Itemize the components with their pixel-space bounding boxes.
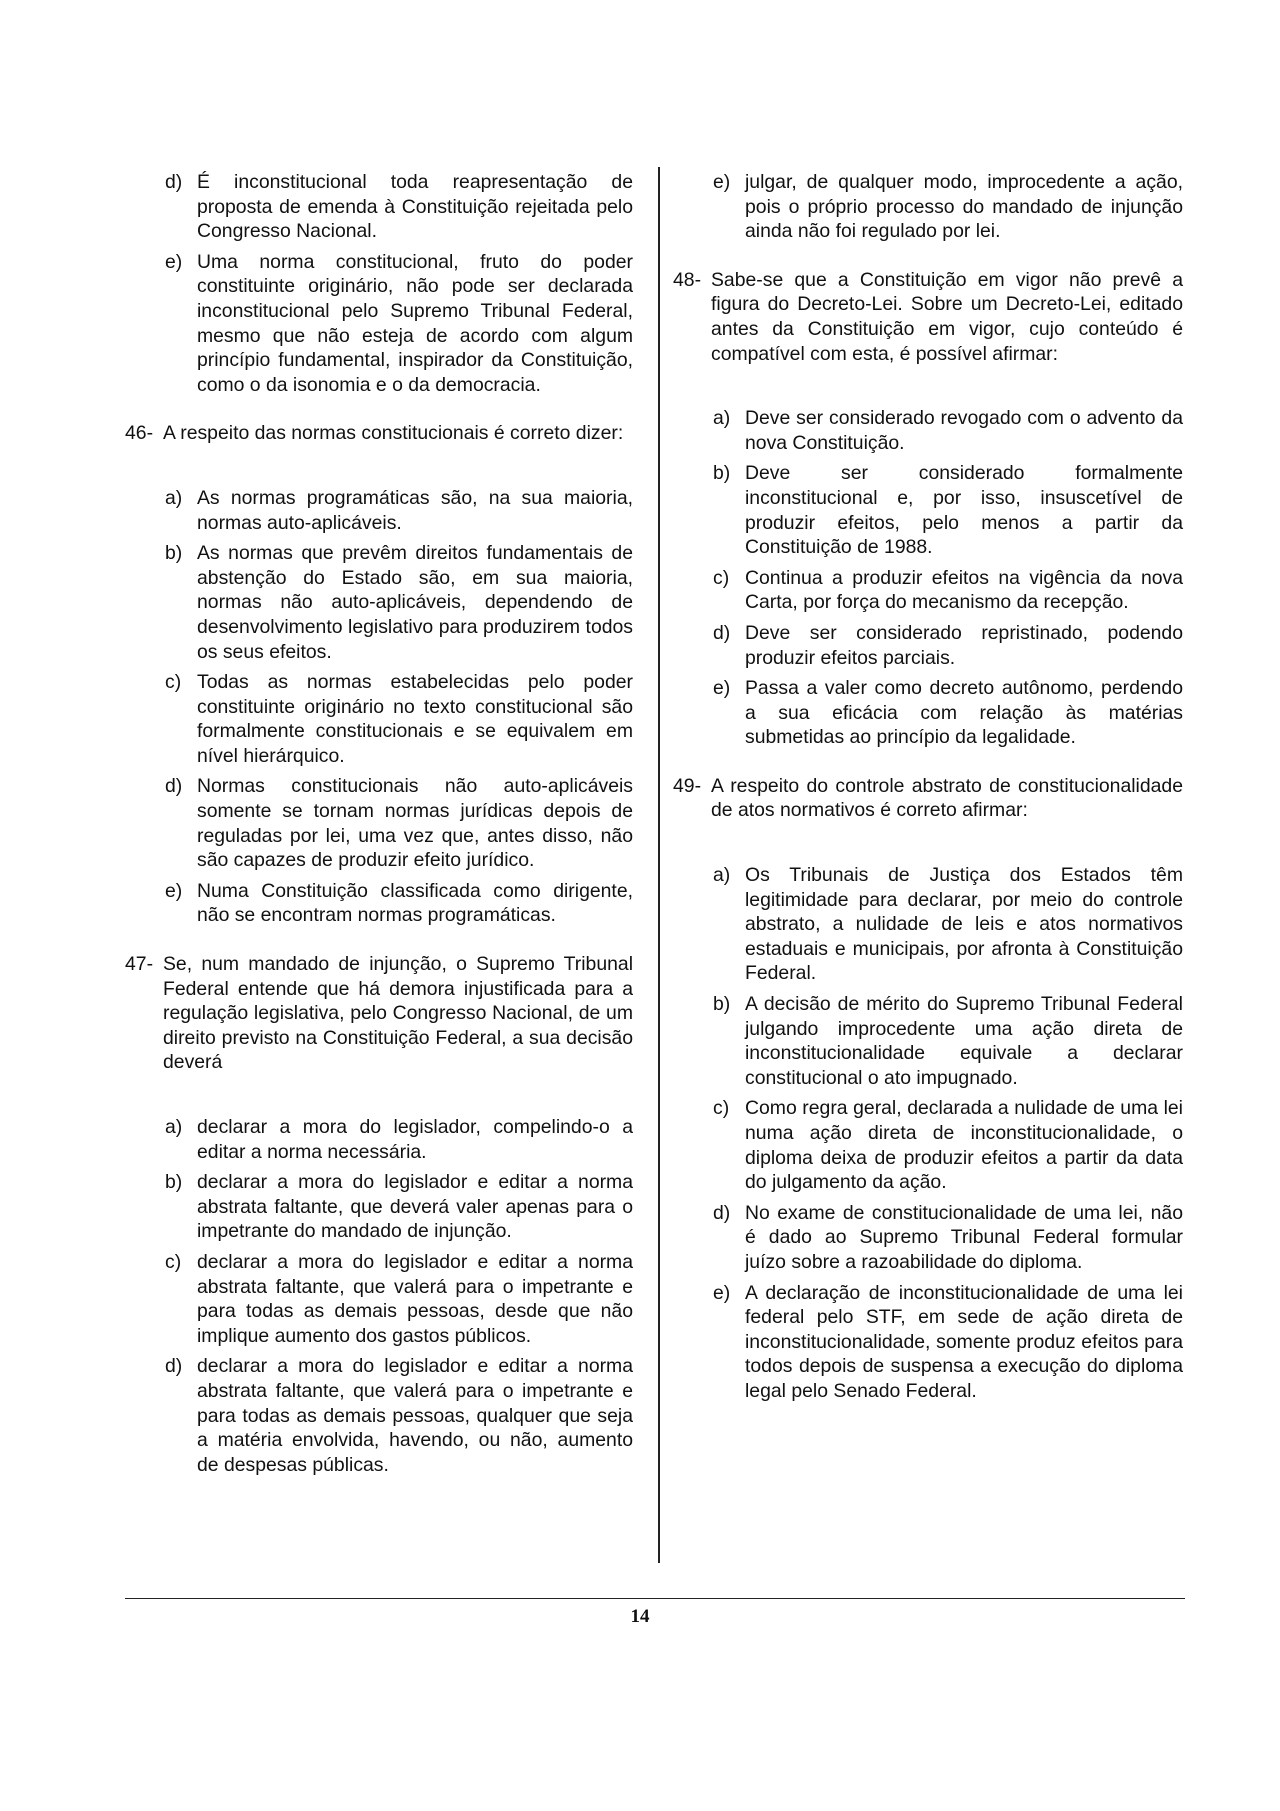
- question-49: [673, 774, 1183, 823]
- q49-option-e: [673, 1281, 1183, 1404]
- option-text: Uma norma constitucional, fruto do poder constituinte originário, não pode ser declarada inconstitucional pelo Supremo Tribunal Federal, mesmo que não esteja de acordo com algum princípio fundamental, inspirador da Constituição, como o da isonomia e o da democracia.: [197, 250, 633, 396]
- question-46: [125, 421, 633, 446]
- q48-option-e: [673, 676, 1183, 750]
- q46-option-b: [125, 541, 633, 664]
- option-label: b): [165, 542, 183, 565]
- option-text: julgar, de qualquer modo, improcedente a ação, pois o próprio processo do mandado de injunção ainda não foi regulado por lei.: [745, 171, 1183, 243]
- option-label: e): [165, 879, 183, 902]
- q49-option-d: [673, 1201, 1183, 1275]
- option-text: Como regra geral, declarada a nulidade de uma lei numa ação direta de inconstitucionalidade, o diploma deixa de produzir efeitos a partir da data do julgamento da ação.: [745, 1097, 1183, 1194]
- footer-rule: [125, 1598, 1185, 1599]
- option-text: declarar a mora do legislador e editar a norma abstrata faltante, que valerá para o impetrante e para todas as demais pessoas, qualquer que seja a matéria envolvida, havendo, ou não, aumento de despesas públicas.: [197, 1355, 633, 1476]
- question-stem: Se, num mandado de injunção, o Supremo Tribunal Federal entende que há demora injustificada para a regulação legislativa, pelo Congresso Nacional, de um direito previsto na Constituição Federal, a sua decisão deverá: [163, 953, 633, 1074]
- q46-option-a: [125, 486, 633, 535]
- option-text: É inconstitucional toda reapresentação de proposta de emenda à Constituição rejeitada pelo Congresso Nacional.: [197, 171, 633, 243]
- q46-option-c: [125, 670, 633, 768]
- q49-option-b: [673, 992, 1183, 1090]
- right-column: [673, 170, 1183, 1404]
- option-label: d): [713, 1201, 731, 1224]
- option-label: c): [165, 1250, 182, 1273]
- page-number: 14: [630, 1606, 650, 1627]
- q47-option-e: [673, 170, 1183, 244]
- q47-option-d: [125, 1354, 633, 1477]
- option-text: Passa a valer como decreto autônomo, perdendo a sua eficácia com relação às matérias submetidas ao princípio da legalidade.: [745, 677, 1183, 749]
- q48-option-c: [673, 566, 1183, 615]
- question-number: 47-: [125, 953, 154, 976]
- question-number: 49-: [673, 774, 702, 797]
- question-stem: A respeito do controle abstrato de constitucionalidade de atos normativos é correto afirmar:: [711, 774, 1183, 822]
- question-number: 48-: [673, 268, 702, 291]
- option-label: d): [165, 1355, 183, 1378]
- option-label: a): [713, 864, 731, 887]
- q47-option-b: [125, 1170, 633, 1244]
- column-divider: [658, 167, 660, 1563]
- option-label: d): [165, 171, 183, 193]
- left-column: [125, 170, 633, 1477]
- option-text: Deve ser considerado revogado com o advento da nova Constituição.: [745, 407, 1183, 454]
- option-label: a): [713, 407, 731, 430]
- option-text: Os Tribunais de Justiça dos Estados têm legitimidade para declarar, por meio do controle abstrato, a nulidade de leis e atos normativos estaduais e municipais, por afronta à Constituição Federal.: [745, 864, 1183, 985]
- option-label: a): [165, 486, 183, 509]
- option-text: As normas que prevêm direitos fundamentais de abstenção do Estado são, em sua maioria, normas não auto-aplicáveis, dependendo de desenvolvimento legislativo para produzirem todos os seus efeitos.: [197, 542, 633, 663]
- option-label: e): [713, 171, 731, 193]
- option-text: A declaração de inconstitucionalidade de uma lei federal pelo STF, em sede de ação direta de inconstitucionalidade, somente produz efeitos para todos depois de suspensa a execução do diploma legal pelo Senado Federal.: [745, 1281, 1183, 1402]
- q46-option-d: [125, 774, 633, 872]
- option-label: c): [713, 566, 730, 589]
- option-label: e): [165, 250, 183, 273]
- question-47: [125, 952, 633, 1075]
- q48-option-b: [673, 461, 1183, 559]
- option-text: A decisão de mérito do Supremo Tribunal Federal julgando improcedente uma ação direta de inconstitucionalidade equivale a declarar constitucional o ato impugnado.: [745, 993, 1183, 1089]
- q47-option-c: [125, 1250, 633, 1348]
- option-label: a): [165, 1116, 183, 1138]
- option-label: e): [713, 1281, 731, 1304]
- option-text: Continua a produzir efeitos na vigência da nova Carta, por força do mecanismo da recepção.: [745, 566, 1183, 614]
- question-48: [673, 268, 1183, 366]
- option-text: Normas constitucionais não auto-aplicáveis somente se tornam normas jurídicas depois de reguladas por lei, uma vez que, antes disso, não são capazes de produzir efeito jurídico.: [197, 775, 633, 872]
- option-text: Numa Constituição classificada como dirigente, não se encontram normas programáticas.: [197, 879, 633, 927]
- question-stem: A respeito das normas constitucionais é correto dizer:: [163, 422, 624, 445]
- question-number: 46-: [125, 422, 154, 445]
- q48-option-a: [673, 406, 1183, 455]
- option-text: declarar a mora do legislador e editar a norma abstrata faltante, que deverá valer apenas para o impetrante do mandado de injunção.: [197, 1171, 633, 1243]
- q49-option-a: [673, 863, 1183, 986]
- option-label: b): [165, 1171, 183, 1194]
- option-label: c): [165, 671, 182, 694]
- option-label: d): [165, 775, 183, 798]
- option-label: d): [713, 621, 731, 644]
- option-text: No exame de constitucionalidade de uma lei, não é dado ao Supremo Tribunal Federal formular juízo sobre a razoabilidade do diploma.: [745, 1201, 1183, 1273]
- q45-option-d: [125, 170, 633, 244]
- q48-option-d: [673, 621, 1183, 670]
- option-text: declarar a mora do legislador e editar a norma abstrata faltante, que valerá para o impetrante e para todas as demais pessoas, desde que não implique aumento dos gastos públicos.: [197, 1250, 633, 1347]
- q46-option-e: [125, 879, 633, 928]
- q45-option-e: [125, 250, 633, 398]
- option-text: declarar a mora do legislador, compelindo-o a editar a norma necessária.: [197, 1116, 633, 1163]
- option-text: Todas as normas estabelecidas pelo poder constituinte originário no texto constitucional são formalmente constitucionais e se equivalem em nível hierárquico.: [197, 671, 633, 767]
- option-text: Deve ser considerado formalmente inconstitucional e, por isso, insuscetível de produzir efeitos, pelo menos a partir da Constituição de 1988.: [745, 462, 1183, 559]
- option-label: b): [713, 993, 731, 1016]
- q47-option-a: [125, 1115, 633, 1164]
- option-label: b): [713, 462, 731, 485]
- option-label: c): [713, 1097, 730, 1120]
- option-label: e): [713, 677, 731, 700]
- q49-option-c: [673, 1096, 1183, 1194]
- option-text: As normas programáticas são, na sua maioria, normas auto-aplicáveis.: [197, 486, 633, 534]
- option-text: Deve ser considerado repristinado, podendo produzir efeitos parciais.: [745, 621, 1183, 669]
- question-stem: Sabe-se que a Constituição em vigor não prevê a figura do Decreto-Lei. Sobre um Decreto-Lei, editado antes da Constituição em vigor, cujo conteúdo é compatível com esta, é possível afirmar:: [711, 268, 1183, 365]
